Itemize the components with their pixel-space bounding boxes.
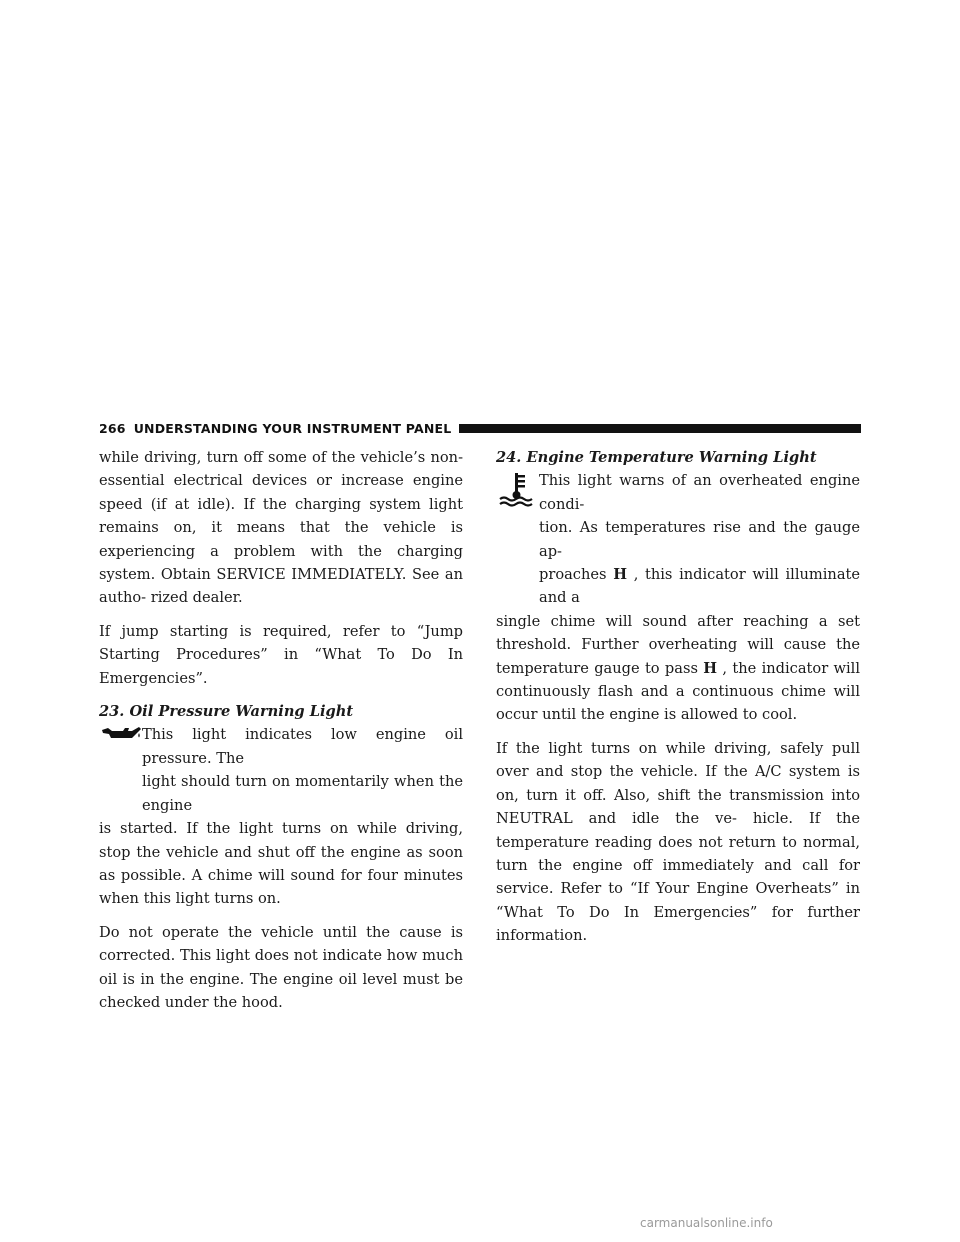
paragraph-charging: while driving, turn off some of the vehicle’s non-essential electrical devices or increase engine speed (if at idle). If the charging system light remains on, it means that the vehicle is experiencing a problem with the charging system. Obtain SERVICE IMMEDIATELY. See an autho- rized dealer. — [99, 449, 463, 607]
paragraph-overheat-action: If the light turns on while driving, safely pull over and stop the vehicle. If the A/C system is on, turn it off. Also, shift the transmission into NEUTRAL and idle the ve- hicle. If the temperature reading does not return to normal, turn the engine off immediately and call for service. Refer to “If Your Engine Overheats” in “What To Do In Emergencies” for further information. — [496, 739, 860, 945]
heading-engine-temperature: 24. Engine Temperature Warning Light — [496, 449, 817, 466]
temp-text-line2: tion. As temperatures rise and the gauge ap- — [539, 519, 860, 560]
page-number: 266 — [99, 420, 126, 436]
left-column — [99, 446, 463, 1024]
paragraph-engine-temperature — [496, 469, 860, 726]
engine-temperature-icon — [496, 469, 538, 511]
section-title: UNDERSTANDING YOUR INSTRUMENT PANEL — [133, 420, 452, 436]
header-rule — [459, 424, 861, 433]
watermark: carmanualsonline.info — [640, 1216, 773, 1230]
temp-text-line1: This light warns of an overheated engine condi- — [539, 472, 860, 513]
temp-line3-start: proaches — [539, 566, 607, 584]
paragraph-oil-level: Do not operate the vehicle until the cause is corrected. This light does not indicate how much oil is in the engine. The engine oil level must be checked under the hood. — [99, 923, 463, 1011]
oil-can-icon — [99, 723, 142, 745]
paragraph-oil-pressure — [99, 723, 463, 910]
temp-text-line3 — [496, 563, 860, 610]
right-column — [496, 446, 860, 958]
temp-rest-end: , the indicator will continuously flash and a continuous chime will occur until the engine is allowed to cool. — [496, 659, 860, 724]
page-header — [99, 419, 861, 437]
oil-text-rest: is started. If the light turns on while driving, stop the vehicle and shut off the engine as soon as possible. A chime will sound for four minutes when this light turns on. — [99, 820, 463, 908]
oil-text-line1: This light indicates low engine oil pressure. The — [142, 726, 463, 767]
temp-line3-end: , this indicator will illuminate and a — [539, 566, 861, 607]
paragraph-jump-start: If jump starting is required, refer to “Jump Starting Procedures” in “What To Do In Emergencies”. — [99, 622, 463, 687]
oil-text-line2: light should turn on momentarily when the engine — [142, 773, 463, 814]
temp-rest-start: single chime will sound after reaching a set threshold. Further overheating will cause the temperature gauge to pass — [496, 612, 860, 677]
gauge-h-marker-2: H — [703, 659, 718, 677]
gauge-h-marker: H — [613, 566, 627, 584]
heading-oil-pressure: 23. Oil Pressure Warning Light — [99, 703, 354, 721]
